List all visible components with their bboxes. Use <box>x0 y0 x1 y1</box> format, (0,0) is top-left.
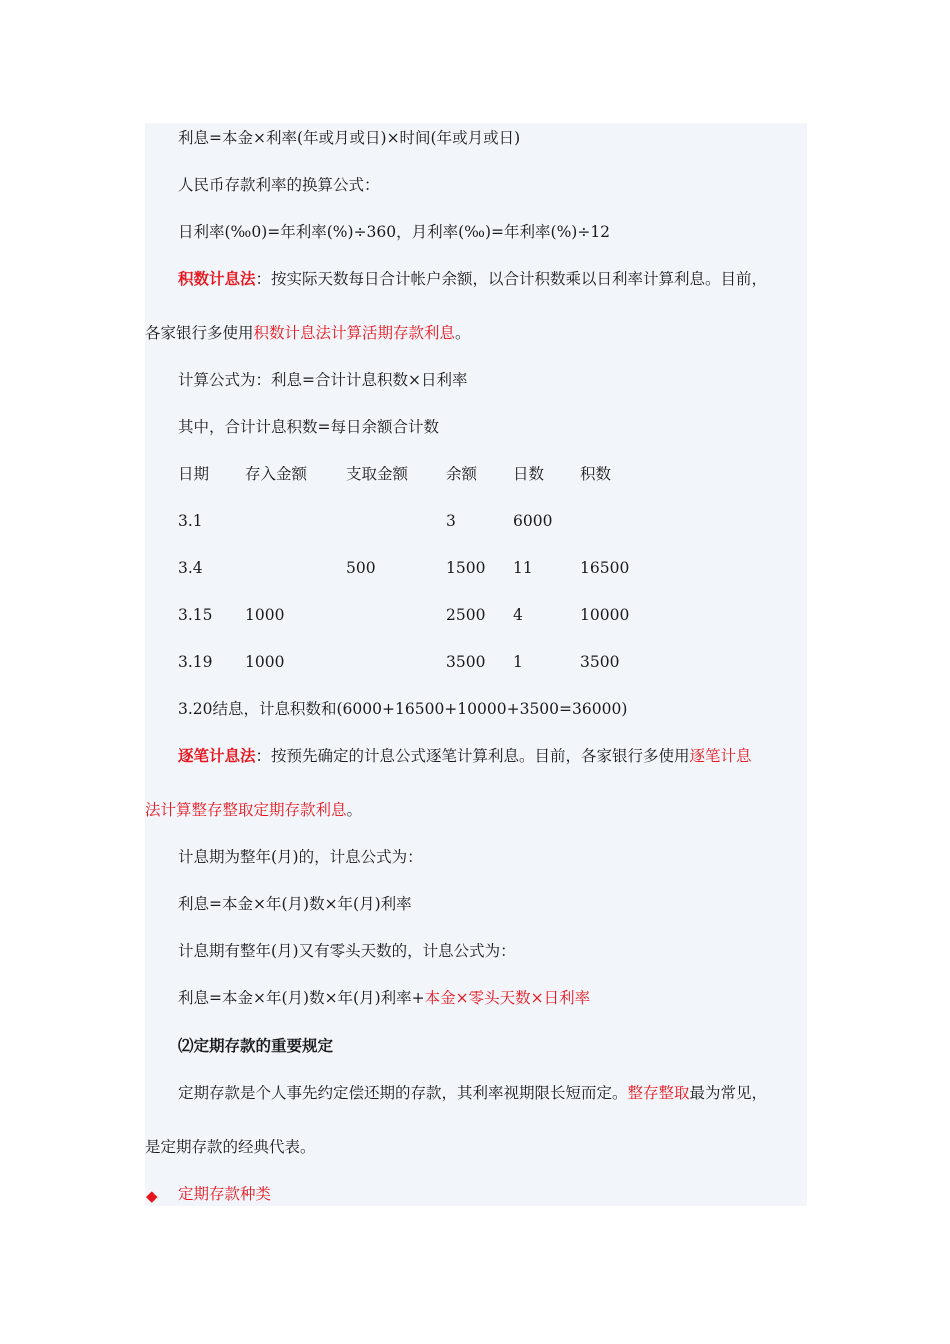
accumulation-method-label: 积数计息法 <box>178 270 256 288</box>
table-cell: 3.4 <box>178 559 203 577</box>
table-cell: 3 <box>446 512 456 530</box>
accumulation-method-paragraph <box>178 269 767 289</box>
table-cell: 6000 <box>513 512 553 530</box>
fixed-deposit-continued: 是定期存款的经典代表。 <box>145 1138 316 1156</box>
table-cell: 3500 <box>580 653 620 671</box>
table-header: 积数 <box>580 465 612 483</box>
highlight-text: 逐笔计息 <box>689 747 752 765</box>
table-header: 支取金额 <box>346 465 409 483</box>
table-cell: 3500 <box>446 653 486 671</box>
per-item-method-paragraph <box>178 746 752 766</box>
text-segment: ：按预先确定的计息公式逐笔计算利息。目前，各家银行多使用 <box>255 747 690 765</box>
accumulation-definition: 其中，合计计息积数=每日余额合计数 <box>178 418 439 436</box>
accumulation-method-continued <box>145 323 471 343</box>
highlight-text: 整存整取 <box>627 1084 690 1102</box>
diamond-bullet-icon: ◆ <box>146 1187 158 1205</box>
per-item-method-continued <box>145 800 362 820</box>
highlight-text: 本金×零头天数×日利率 <box>424 989 591 1007</box>
highlight-text: 积数计息法计算活期存款利息 <box>253 324 456 342</box>
table-header: 余额 <box>446 465 478 483</box>
odd-days-formula <box>178 988 590 1008</box>
highlight-text: 法计算整存整取定期存款利息 <box>145 801 347 819</box>
table-cell: 3.19 <box>178 653 213 671</box>
section-heading: ⑵定期存款的重要规定 <box>178 1037 334 1055</box>
table-cell: 1 <box>513 653 523 671</box>
text-segment: 定期存款是个人事先约定偿还期的存款，其利率视期限长短而定。 <box>178 1084 628 1102</box>
table-cell: 3.1 <box>178 512 203 530</box>
whole-period-heading: 计息期为整年(月)的，计息公式为： <box>178 848 423 866</box>
table-cell: 1000 <box>245 653 285 671</box>
accumulation-method-text: ：按实际天数每日合计帐户余额，以合计积数乘以日利率计算利息。目前， <box>255 270 768 288</box>
text-segment: 最为常见， <box>689 1084 768 1102</box>
formula-interest: 利息=本金×利率(年或月或日)×时间(年或月或日) <box>178 129 521 147</box>
text-segment: 。 <box>346 801 363 819</box>
deposit-types-heading: 定期存款种类 <box>178 1185 272 1203</box>
table-cell: 4 <box>513 606 523 624</box>
rate-conversion-formula: 日利率(‰0)=年利率(%)÷360，月利率(‰)=年利率(%)÷12 <box>178 223 611 241</box>
table-header: 存入金额 <box>245 465 308 483</box>
table-cell: 16500 <box>580 559 630 577</box>
text-segment: 各家银行多使用 <box>145 324 254 342</box>
table-cell: 10000 <box>580 606 630 624</box>
table-cell: 1500 <box>446 559 486 577</box>
text-segment: 。 <box>455 324 471 342</box>
table-header: 日期 <box>178 465 210 483</box>
whole-period-formula: 利息=本金×年(月)数×年(月)利率 <box>178 895 412 913</box>
table-cell: 3.15 <box>178 606 213 624</box>
per-item-method-label: 逐笔计息法 <box>178 747 256 765</box>
settlement-summary: 3.20结息，计息积数和(6000+16500+10000+3500=36000) <box>178 700 628 718</box>
fixed-deposit-paragraph <box>178 1083 767 1103</box>
calc-formula: 计算公式为：利息=合计计息积数×日利率 <box>178 371 468 389</box>
odd-days-heading: 计息期有整年(月)又有零头天数的，计息公式为： <box>178 942 516 960</box>
table-cell: 500 <box>346 559 376 577</box>
rate-conversion-heading: 人民币存款利率的换算公式： <box>178 176 380 194</box>
table-cell: 1000 <box>245 606 285 624</box>
table-header: 日数 <box>513 465 545 483</box>
table-cell: 11 <box>513 559 533 577</box>
text-segment: 利息=本金×年(月)数×年(月)利率+ <box>178 989 425 1007</box>
table-cell: 2500 <box>446 606 486 624</box>
